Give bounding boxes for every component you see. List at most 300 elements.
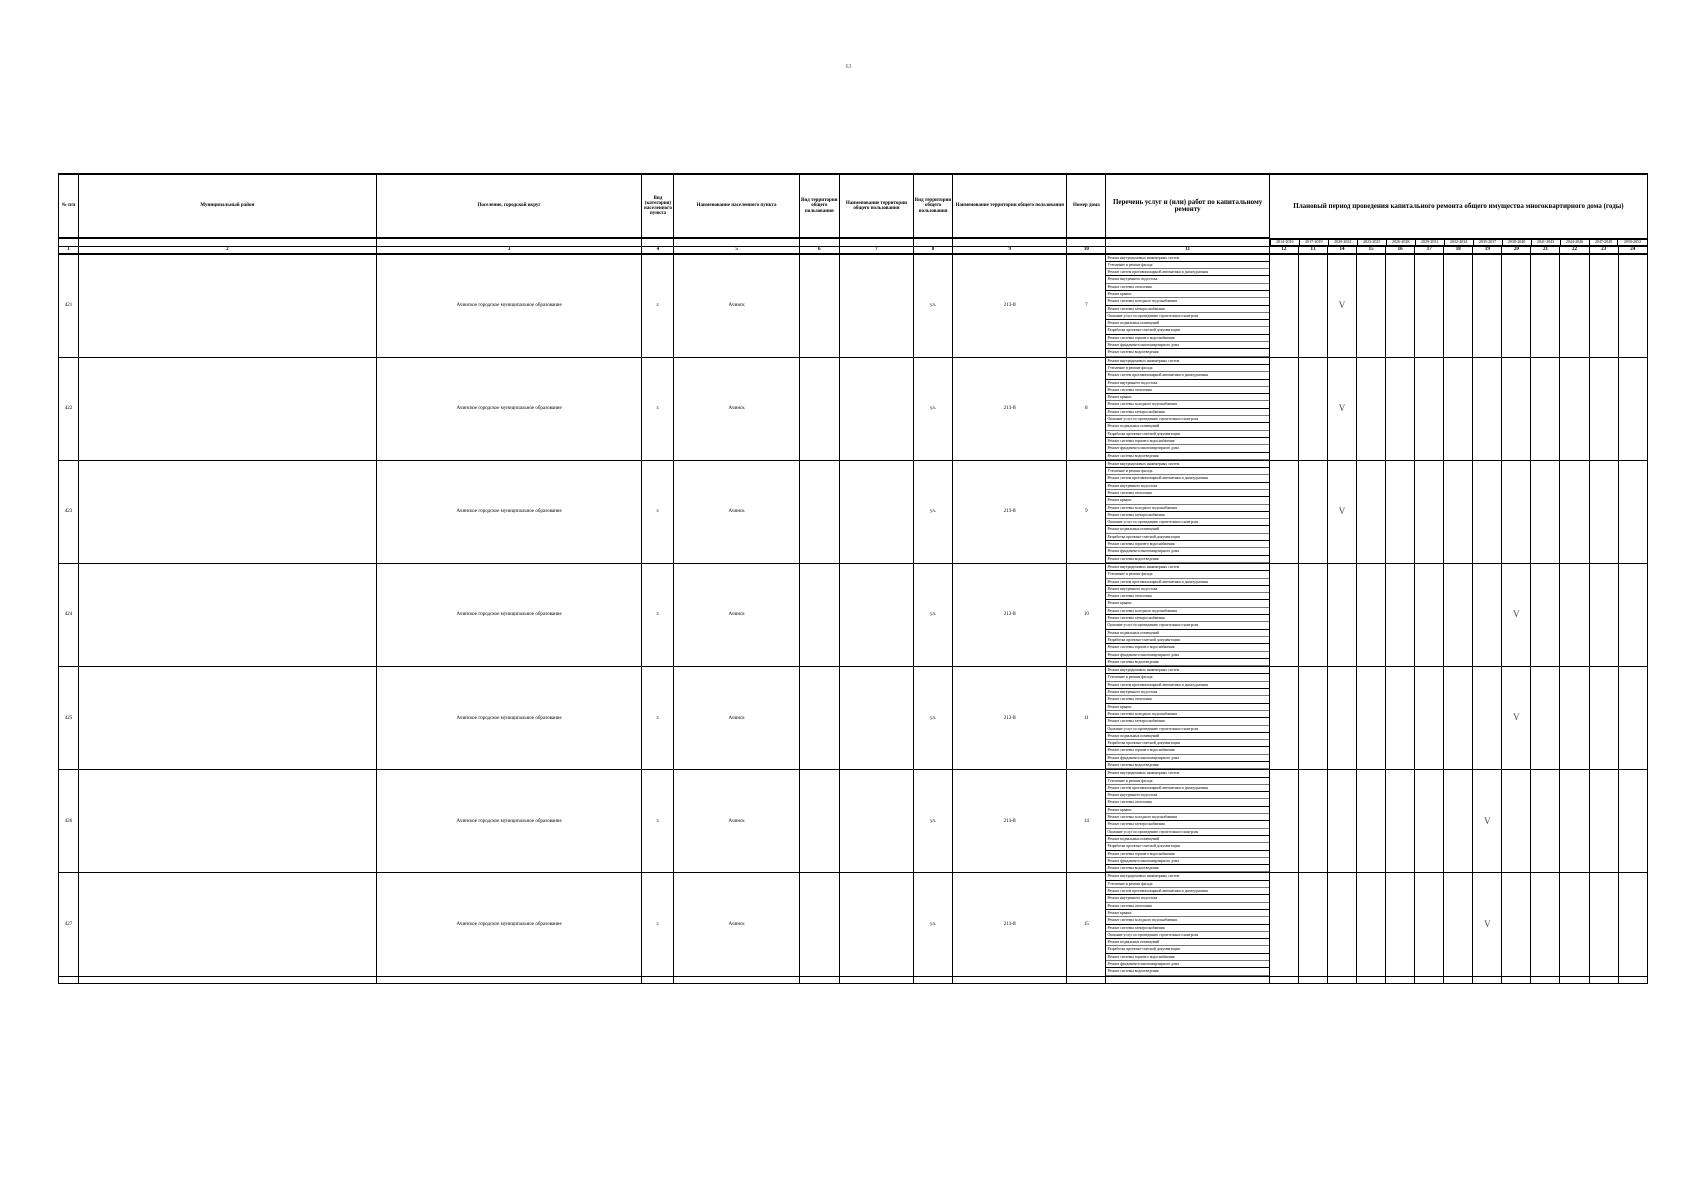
period-cell (1473, 254, 1502, 358)
work-item: Ремонт фундамента многоквартирного дома (1106, 652, 1268, 659)
work-item: Ремонт системы отопления (1106, 696, 1268, 703)
cell-n: 426 (59, 770, 79, 873)
period-cell (1589, 254, 1618, 358)
year-period-12: 2047-2049 (1589, 239, 1618, 245)
works-list (1106, 770, 1269, 873)
work-item: Ремонт системы водоотведения (1106, 349, 1268, 356)
year-period-8: 2035-2037 (1473, 239, 1502, 245)
period-cell (1357, 357, 1386, 460)
cell-sname: 213-й (953, 873, 1067, 976)
cell-settlement: Ачинское городское муниципальное образование (376, 770, 642, 873)
period-cell (1618, 563, 1647, 666)
work-item: Утепление и ремонт фасада (1106, 674, 1268, 681)
work-item: Ремонт систем противопожарной автоматики и дымоудаления (1106, 475, 1268, 482)
cell-tname (839, 667, 913, 770)
cell-skind: ул. (914, 357, 953, 460)
period-cell (1386, 563, 1415, 666)
period-mark: V (1502, 667, 1531, 770)
work-item: Ремонт системы горячего водоснабжения (1106, 747, 1268, 754)
cell-skind: ул. (914, 460, 953, 563)
cell-tkind (799, 254, 839, 358)
work-item: Ремонт фундамента многоквартирного дома (1106, 755, 1268, 762)
period-mark: V (1473, 873, 1502, 976)
cell-sname: 213-й (953, 254, 1067, 358)
cell-settlement: Ачинское городское муниципальное образование (376, 357, 642, 460)
column-number-22: 22 (1560, 246, 1589, 254)
period-cell (1473, 357, 1502, 460)
cell-locality: Ачинск (674, 667, 799, 770)
work-item: Разработка проектно-сметной документации (1106, 946, 1268, 953)
work-item: Ремонт подвальных помещений (1106, 939, 1268, 946)
cell-sname: 213-й (953, 770, 1067, 873)
work-item: Оказание услуг по проведению строительного контроля (1106, 829, 1268, 836)
work-item: Ремонт систем противопожарной автоматики и дымоудаления (1106, 269, 1268, 276)
header-period: Плановый период проведения капитального ремонта общего имущества многоквартирного дома (годы) (1269, 174, 1647, 238)
year-period-6: 2029-2031 (1415, 239, 1444, 245)
cell-locality: Ачинск (674, 873, 799, 976)
period-cell (1269, 873, 1298, 976)
work-item: Ремонт систем противопожарной автоматики и дымоудаления (1106, 682, 1268, 689)
period-mark: V (1502, 563, 1531, 666)
work-item: Оказание услуг по проведению строительного контроля (1106, 622, 1268, 629)
work-item: Ремонт подвальных помещений (1106, 423, 1268, 430)
period-cell (1473, 667, 1502, 770)
cell-tname (839, 873, 913, 976)
column-number-17: 17 (1415, 246, 1444, 254)
column-number-19: 19 (1473, 246, 1502, 254)
period-cell (1269, 254, 1298, 358)
cell-house: 15 (1067, 873, 1106, 976)
period-cell (1589, 873, 1618, 976)
header-street-name: Наименование территории общего пользования (953, 174, 1067, 238)
work-item: Ремонт системы холодного водоснабжения (1106, 814, 1268, 821)
table-row (59, 460, 1648, 563)
cell-district (79, 873, 377, 976)
cell-tkind (799, 357, 839, 460)
work-item: Разработка проектно-сметной документации (1106, 637, 1268, 644)
work-item: Ремонт подвальных помещений (1106, 526, 1268, 533)
period-cell (1618, 667, 1647, 770)
period-cell (1269, 667, 1298, 770)
work-item: Ремонт внутридомовых инженерных систем (1106, 873, 1268, 880)
period-cell (1415, 770, 1444, 873)
cell-tkind (799, 460, 839, 563)
period-cell (1415, 667, 1444, 770)
cell-tkind (799, 563, 839, 666)
period-cell (1560, 873, 1589, 976)
period-cell (1560, 254, 1589, 358)
work-item: Ремонт внутридомовых инженерных систем (1106, 564, 1268, 571)
period-cell (1589, 770, 1618, 873)
cell-locality: Ачинск (674, 563, 799, 666)
cell-n: 425 (59, 667, 79, 770)
cell-skind: ул. (914, 254, 953, 358)
period-cell (1444, 254, 1473, 358)
period-cell (1269, 770, 1298, 873)
period-cell (1589, 460, 1618, 563)
column-number-16: 16 (1386, 246, 1415, 254)
work-item: Ремонт системы электроснабжения (1106, 615, 1268, 622)
period-cell (1357, 254, 1386, 358)
cell-house: 10 (1067, 563, 1106, 666)
cell-skind: ул. (914, 873, 953, 976)
period-cell (1444, 873, 1473, 976)
work-item: Ремонт фундамента многоквартирного дома (1106, 342, 1268, 349)
table-row (59, 254, 1648, 358)
work-item: Ремонт фундамента многоквартирного дома (1106, 858, 1268, 865)
work-item: Ремонт внутридомовых инженерных систем (1106, 358, 1268, 365)
header-works: Перечень услуг и (или) работ по капитальному ремонту (1106, 174, 1269, 238)
period-cell (1386, 770, 1415, 873)
work-item: Оказание услуг по проведению строительного контроля (1106, 519, 1268, 526)
period-cell (1357, 873, 1386, 976)
work-item: Ремонт системы холодного водоснабжения (1106, 917, 1268, 924)
column-number-2: 2 (79, 246, 377, 254)
period-cell (1502, 357, 1531, 460)
work-item: Утепление и ремонт фасада (1106, 365, 1268, 372)
table-row (59, 357, 1648, 460)
work-item: Ремонт систем противопожарной автоматики и дымоудаления (1106, 888, 1268, 895)
work-item: Ремонт системы горячего водоснабжения (1106, 541, 1268, 548)
period-cell (1415, 873, 1444, 976)
work-item: Ремонт систем противопожарной автоматики и дымоудаления (1106, 579, 1268, 586)
work-item: Утепление и ремонт фасада (1106, 571, 1268, 578)
period-cell (1269, 563, 1298, 666)
work-item: Ремонт системы электроснабжения (1106, 512, 1268, 519)
work-item: Ремонт системы холодного водоснабжения (1106, 711, 1268, 718)
period-cell (1327, 667, 1356, 770)
column-number-13: 13 (1298, 246, 1327, 254)
column-numbers-row (59, 246, 1648, 254)
cell-district (79, 667, 377, 770)
work-item: Ремонт системы отопления (1106, 284, 1268, 291)
work-item: Ремонт внутридомовых инженерных систем (1106, 255, 1268, 262)
period-cell (1415, 563, 1444, 666)
work-item: Утепление и ремонт фасада (1106, 881, 1268, 888)
works-list (1106, 357, 1269, 460)
cell-settlement: Ачинское городское муниципальное образование (376, 460, 642, 563)
period-cell (1502, 254, 1531, 358)
work-item: Оказание услуг по проведению строительного контроля (1106, 313, 1268, 320)
cell-settlement: Ачинское городское муниципальное образование (376, 563, 642, 666)
year-period-1: 2014-2016 (1270, 239, 1299, 245)
period-cell (1298, 254, 1327, 358)
cell-kind: г. (642, 254, 674, 358)
work-item: Ремонт внутреннего водостока (1106, 689, 1268, 696)
column-number-21: 21 (1531, 246, 1560, 254)
cell-locality: Ачинск (674, 770, 799, 873)
period-cell (1415, 254, 1444, 358)
period-cell (1531, 254, 1560, 358)
cell-locality: Ачинск (674, 460, 799, 563)
cell-tname (839, 770, 913, 873)
table-row (59, 563, 1648, 666)
cell-tname (839, 254, 913, 358)
cell-skind: ул. (914, 770, 953, 873)
work-item: Ремонт подвальных помещений (1106, 320, 1268, 327)
period-cell (1298, 460, 1327, 563)
work-item: Ремонт фундамента многоквартирного дома (1106, 961, 1268, 968)
period-cell (1357, 563, 1386, 666)
cell-district (79, 460, 377, 563)
header-territory-kind: Вид территории общего пользования (799, 174, 839, 238)
period-cell (1560, 770, 1589, 873)
works-list (1106, 460, 1269, 563)
work-item: Ремонт системы отопления (1106, 799, 1268, 806)
cell-sname: 213-й (953, 460, 1067, 563)
table-row (59, 770, 1648, 873)
work-item: Ремонт фундамента многоквартирного дома (1106, 548, 1268, 555)
work-item: Ремонт внутреннего водостока (1106, 586, 1268, 593)
cell-house: 7 (1067, 254, 1106, 358)
period-mark: V (1327, 460, 1356, 563)
period-cell (1502, 460, 1531, 563)
period-cell (1560, 667, 1589, 770)
work-item: Ремонт системы отопления (1106, 903, 1268, 910)
work-item: Оказание услуг по проведению строительного контроля (1106, 932, 1268, 939)
period-cell (1386, 357, 1415, 460)
cell-sname: 213-й (953, 667, 1067, 770)
work-item: Ремонт системы горячего водоснабжения (1106, 335, 1268, 342)
year-period-5: 2026-2028 (1386, 239, 1415, 245)
period-cell (1327, 770, 1356, 873)
year-period-9: 2038-2040 (1502, 239, 1531, 245)
period-cell (1357, 770, 1386, 873)
work-item: Ремонт системы электроснабжения (1106, 409, 1268, 416)
header-house: Номер дома (1067, 174, 1106, 238)
period-cell (1415, 460, 1444, 563)
cell-locality: Ачинск (674, 254, 799, 358)
cell-tkind (799, 770, 839, 873)
cell-settlement: Ачинское городское муниципальное образование (376, 873, 642, 976)
period-cell (1618, 460, 1647, 563)
period-cell (1327, 873, 1356, 976)
work-item: Ремонт системы водоотведения (1106, 968, 1268, 975)
period-cell (1502, 770, 1531, 873)
cell-n: 427 (59, 873, 79, 976)
work-item: Утепление и ремонт фасада (1106, 778, 1268, 785)
cell-tname (839, 460, 913, 563)
work-item: Ремонт системы горячего водоснабжения (1106, 954, 1268, 961)
cell-district (79, 563, 377, 666)
work-item: Разработка проектно-сметной документации (1106, 327, 1268, 334)
work-item: Ремонт системы горячего водоснабжения (1106, 644, 1268, 651)
period-cell (1473, 460, 1502, 563)
year-period-4: 2023-2025 (1357, 239, 1386, 245)
cell-skind: ул. (914, 563, 953, 666)
cell-settlement: Ачинское городское муниципальное образование (376, 254, 642, 358)
period-cell (1560, 563, 1589, 666)
work-item: Ремонт системы электроснабжения (1106, 718, 1268, 725)
column-number-5: 5 (674, 246, 799, 254)
cell-kind: г. (642, 667, 674, 770)
cell-house: 8 (1067, 357, 1106, 460)
year-period-10: 2041-2043 (1531, 239, 1560, 245)
cell-kind: г. (642, 357, 674, 460)
cell-kind: г. (642, 460, 674, 563)
work-item: Ремонт подвальных помещений (1106, 733, 1268, 740)
work-item: Разработка проектно-сметной документации (1106, 843, 1268, 850)
work-item: Ремонт системы горячего водоснабжения (1106, 438, 1268, 445)
period-cell (1618, 254, 1647, 358)
work-item: Ремонт внутреннего водостока (1106, 483, 1268, 490)
period-cell (1444, 563, 1473, 666)
period-cell (1298, 873, 1327, 976)
work-item: Ремонт крыши (1106, 497, 1268, 504)
work-item: Ремонт внутреннего водостока (1106, 380, 1268, 387)
table-row (59, 873, 1648, 976)
header-no: № п/п (59, 174, 79, 238)
work-item: Ремонт подвальных помещений (1106, 836, 1268, 843)
period-cell (1473, 563, 1502, 666)
work-item: Оказание услуг по проведению строительного контроля (1106, 416, 1268, 423)
period-mark: V (1327, 254, 1356, 358)
work-item: Ремонт систем противопожарной автоматики и дымоудаления (1106, 372, 1268, 379)
work-item: Ремонт системы холодного водоснабжения (1106, 608, 1268, 615)
column-number-7: 7 (839, 246, 913, 254)
column-number-8: 8 (914, 246, 953, 254)
work-item: Разработка проектно-сметной документации (1106, 740, 1268, 747)
cell-district (79, 254, 377, 358)
years-row (59, 238, 1648, 246)
year-period-2: 2017-2019 (1299, 239, 1328, 245)
work-item: Ремонт системы электроснабжения (1106, 925, 1268, 932)
cell-tkind (799, 667, 839, 770)
works-list (1106, 254, 1269, 358)
cell-n: 423 (59, 460, 79, 563)
period-cell (1618, 357, 1647, 460)
work-item: Утепление и ремонт фасада (1106, 468, 1268, 475)
header-district: Муниципальный район (79, 174, 377, 238)
work-item: Разработка проектно-сметной документации (1106, 431, 1268, 438)
column-number-24: 24 (1618, 246, 1647, 254)
work-item: Ремонт крыши (1106, 394, 1268, 401)
work-item: Ремонт крыши (1106, 704, 1268, 711)
works-list (1106, 667, 1269, 770)
work-item: Ремонт системы горячего водоснабжения (1106, 851, 1268, 858)
header-locality-name: Наименование населенного пункта (674, 174, 799, 238)
work-item: Ремонт системы электроснабжения (1106, 306, 1268, 313)
period-cell (1531, 357, 1560, 460)
period-cell (1531, 873, 1560, 976)
header-street-kind: Вид территории общего пользования (914, 174, 953, 238)
period-cell (1298, 357, 1327, 460)
header-row (59, 174, 1648, 238)
header-territory-name: Наименование территории общего пользования (839, 174, 913, 238)
work-item: Ремонт системы водоотведения (1106, 865, 1268, 872)
column-number-6: 6 (799, 246, 839, 254)
cell-district (79, 770, 377, 873)
period-cell (1386, 667, 1415, 770)
column-number-1: 1 (59, 246, 79, 254)
period-mark: V (1473, 770, 1502, 873)
cell-kind: г. (642, 770, 674, 873)
column-number-4: 4 (642, 246, 674, 254)
period-cell (1298, 770, 1327, 873)
column-number-12: 12 (1269, 246, 1298, 254)
year-period-3: 2020-2022 (1328, 239, 1357, 245)
column-number-14: 14 (1327, 246, 1356, 254)
period-cell (1589, 563, 1618, 666)
column-number-9: 9 (953, 246, 1067, 254)
cell-skind: ул. (914, 667, 953, 770)
period-cell (1386, 460, 1415, 563)
work-item: Ремонт системы отопления (1106, 593, 1268, 600)
column-number-15: 15 (1357, 246, 1386, 254)
column-number-3: 3 (376, 246, 642, 254)
work-item: Ремонт системы водоотведения (1106, 556, 1268, 563)
header-settlement: Поселение, городской округ (376, 174, 642, 238)
cell-n: 421 (59, 254, 79, 358)
work-item: Ремонт крыши (1106, 291, 1268, 298)
period-cell (1531, 667, 1560, 770)
period-cell (1415, 357, 1444, 460)
period-cell (1531, 460, 1560, 563)
period-cell (1444, 460, 1473, 563)
column-number-11: 11 (1106, 246, 1269, 254)
period-cell (1386, 254, 1415, 358)
work-item: Ремонт системы водоотведения (1106, 762, 1268, 769)
period-cell (1444, 357, 1473, 460)
work-item: Утепление и ремонт фасада (1106, 262, 1268, 269)
period-cell (1269, 357, 1298, 460)
cell-house: 9 (1067, 460, 1106, 563)
period-cell (1560, 460, 1589, 563)
table-row (59, 667, 1648, 770)
year-period-7: 2032-2034 (1444, 239, 1473, 245)
period-cell (1589, 357, 1618, 460)
cell-tkind (799, 873, 839, 976)
cell-district (79, 357, 377, 460)
period-cell (1589, 667, 1618, 770)
work-item: Ремонт системы водоотведения (1106, 659, 1268, 666)
work-item: Ремонт крыши (1106, 807, 1268, 814)
cell-house: 11 (1067, 667, 1106, 770)
cell-n: 424 (59, 563, 79, 666)
work-item: Ремонт крыши (1106, 910, 1268, 917)
period-cell (1618, 770, 1647, 873)
page-number: 63 (845, 64, 852, 70)
works-list (1106, 563, 1269, 666)
cell-kind: г. (642, 563, 674, 666)
column-number-18: 18 (1444, 246, 1473, 254)
cell-tname (839, 357, 913, 460)
cell-locality: Ачинск (674, 357, 799, 460)
work-item: Ремонт внутреннего водостока (1106, 792, 1268, 799)
period-cell (1357, 460, 1386, 563)
work-item: Ремонт системы электроснабжения (1106, 821, 1268, 828)
cell-tname (839, 563, 913, 666)
year-period-13: 2050-2052 (1618, 239, 1647, 245)
cell-sname: 213-й (953, 357, 1067, 460)
period-cell (1444, 770, 1473, 873)
header-locality-kind: Вид (категория) населенного пункта (642, 174, 674, 238)
work-item: Ремонт внутреннего водостока (1106, 276, 1268, 283)
period-mark: V (1327, 357, 1356, 460)
work-item: Ремонт системы холодного водоснабжения (1106, 401, 1268, 408)
period-cell (1560, 357, 1589, 460)
cell-sname: 213-й (953, 563, 1067, 666)
period-cell (1618, 873, 1647, 976)
column-number-23: 23 (1589, 246, 1618, 254)
cell-settlement: Ачинское городское муниципальное образование (376, 667, 642, 770)
period-cell (1531, 770, 1560, 873)
year-period-11: 2044-2046 (1560, 239, 1589, 245)
work-item: Ремонт внутридомовых инженерных систем (1106, 770, 1268, 777)
period-cell (1357, 667, 1386, 770)
work-item: Ремонт внутреннего водостока (1106, 895, 1268, 902)
period-cell (1298, 563, 1327, 666)
